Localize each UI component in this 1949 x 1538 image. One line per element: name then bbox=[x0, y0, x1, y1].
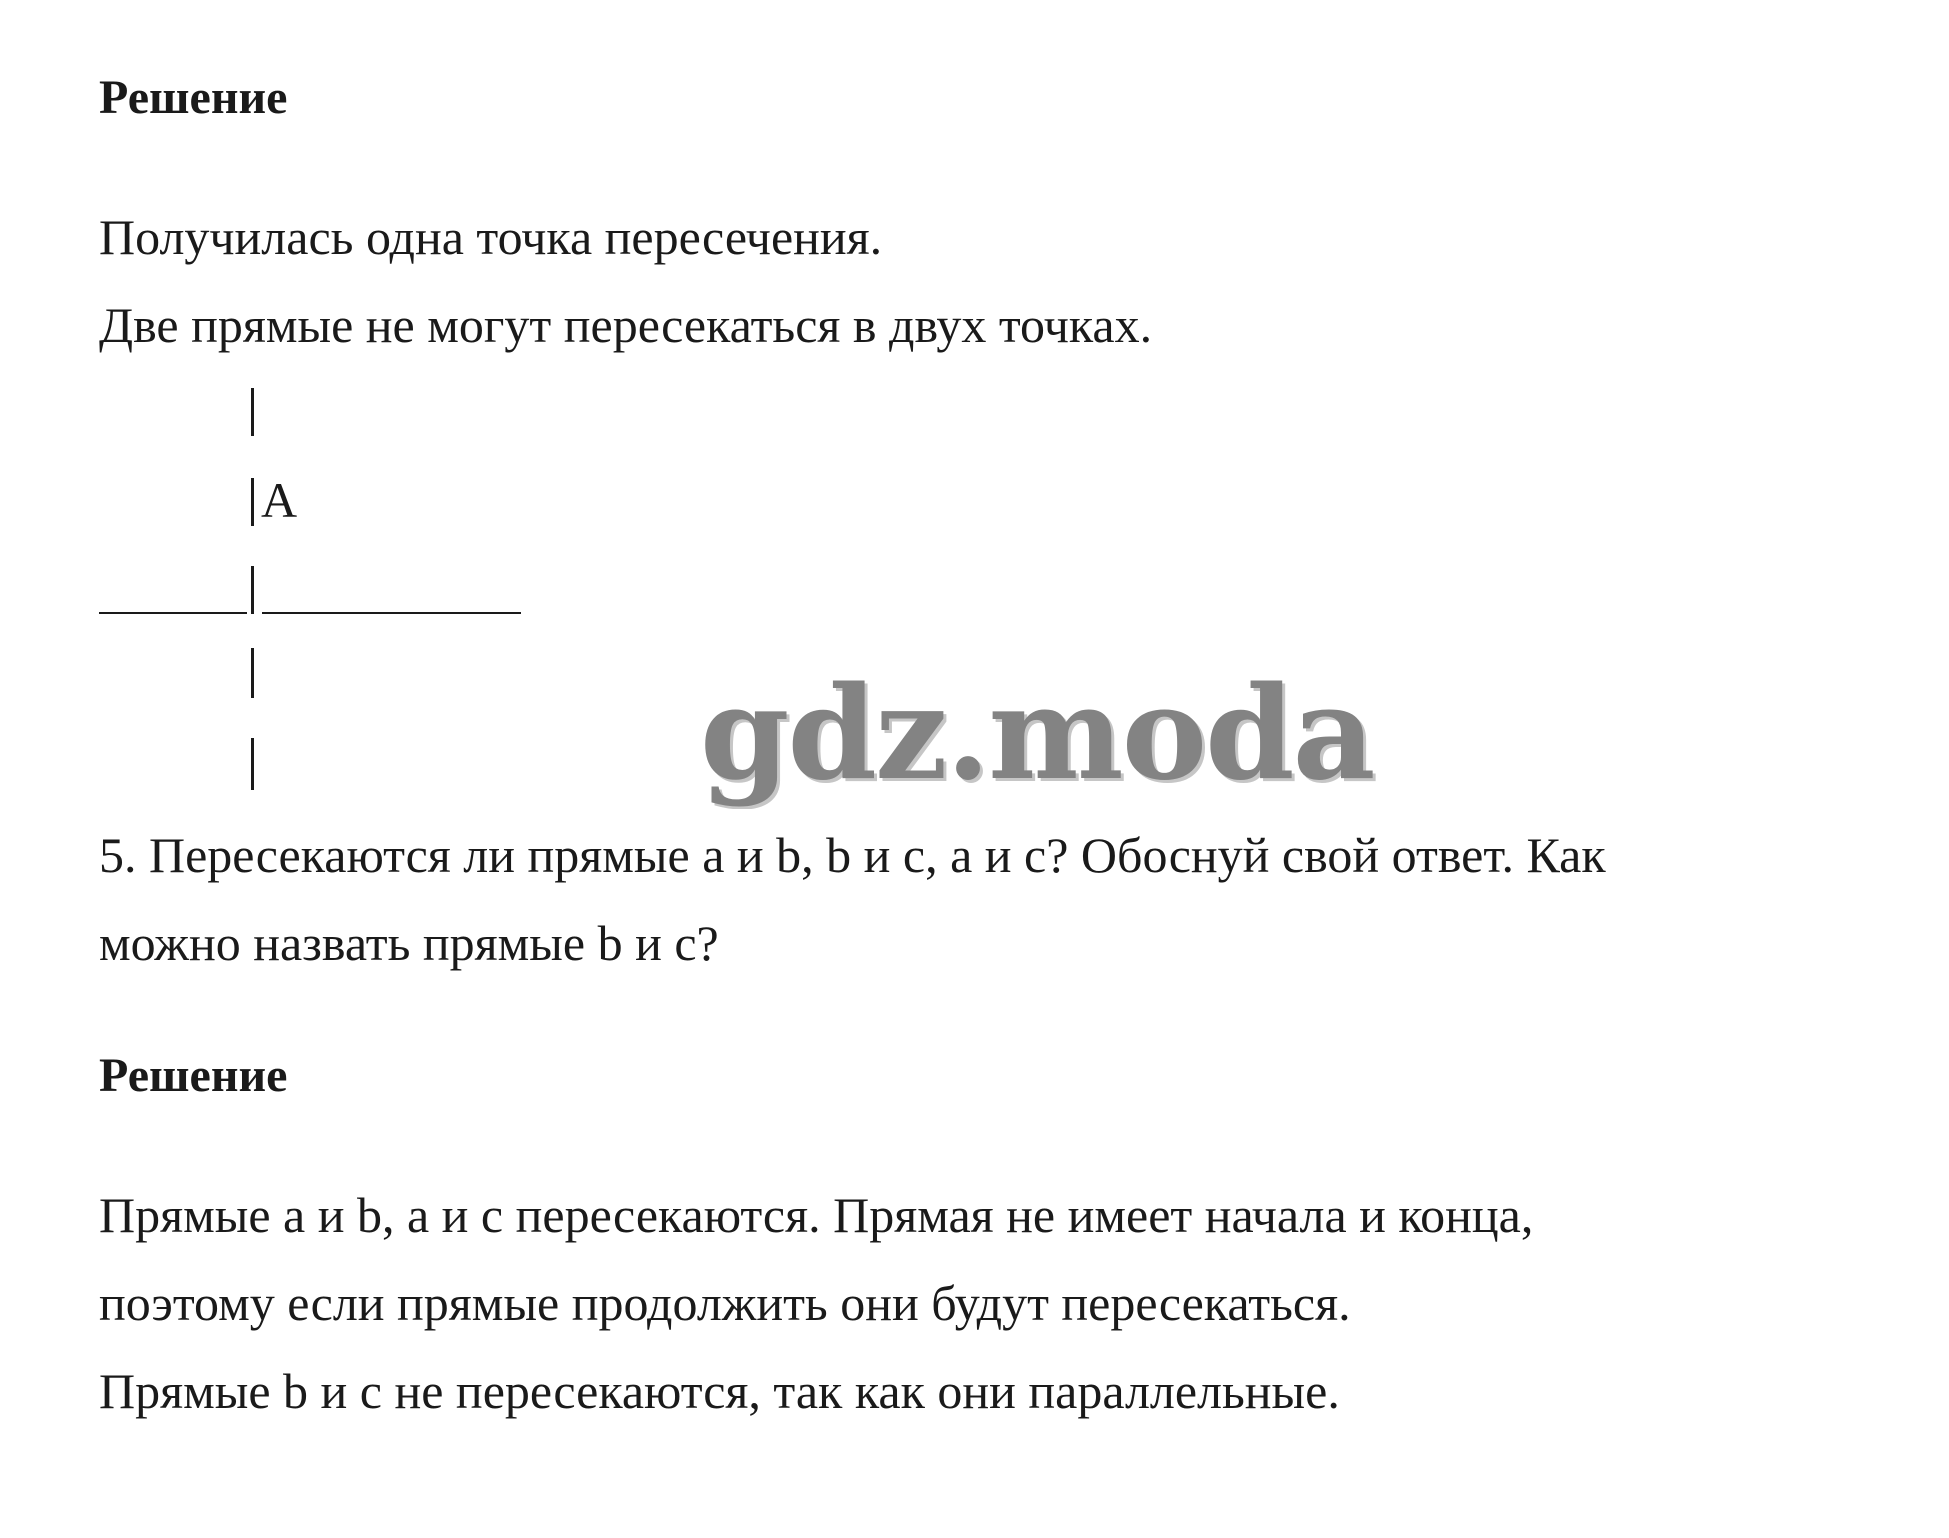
vertical-line-segment-1 bbox=[251, 388, 254, 436]
vertical-line-segment-4 bbox=[251, 648, 254, 698]
solution-2-line-2: поэтому если прямые продолжить они будут пересекаться. bbox=[99, 1275, 1351, 1331]
horizontal-line-right bbox=[262, 612, 521, 614]
solution-1-line-2: Две прямые не могут пересекаться в двух точках. bbox=[99, 297, 1153, 353]
solution-heading-2: Решение bbox=[99, 1049, 288, 1102]
vertical-line-segment-5 bbox=[251, 738, 254, 790]
solution-1-line-1: Получилась одна точка пересечения. bbox=[99, 209, 883, 265]
solution-heading-1: Решение bbox=[99, 71, 288, 124]
task-5-line-2: можно назвать прямые b и c? bbox=[99, 915, 719, 971]
task-5-line-1: 5. Пересекаются ли прямые a и b, b и c, a и c? Обоснуй свой ответ. Как bbox=[99, 827, 1606, 883]
watermark-logo: gdz.moda bbox=[700, 659, 1374, 809]
point-a-label: A bbox=[261, 472, 298, 528]
horizontal-line-left bbox=[99, 612, 247, 614]
vertical-line-segment-2 bbox=[251, 478, 254, 526]
vertical-line-segment-3 bbox=[251, 566, 254, 614]
solution-2-line-1: Прямые a и b, a и c пересекаются. Прямая не имеет начала и конца, bbox=[99, 1187, 1534, 1243]
solution-2-line-3: Прямые b и c не пересекаются, так как они параллельные. bbox=[99, 1363, 1340, 1419]
